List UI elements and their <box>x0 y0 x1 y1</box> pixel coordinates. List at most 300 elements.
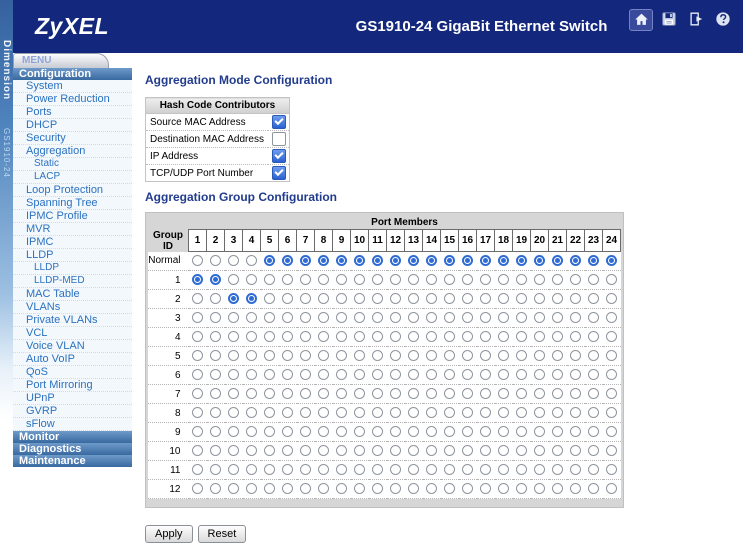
radio-group-8-port-10[interactable] <box>354 407 365 418</box>
sidebar-item-monitor[interactable]: Monitor <box>13 431 132 443</box>
radio-group-6-port-21[interactable] <box>552 369 563 380</box>
radio-group-normal-port-18[interactable] <box>498 255 509 266</box>
radio-group-1-port-22[interactable] <box>570 274 581 285</box>
radio-group-8-port-3[interactable] <box>228 407 239 418</box>
radio-group-2-port-13[interactable] <box>408 293 419 304</box>
radio-group-1-port-24[interactable] <box>606 274 617 285</box>
radio-group-6-port-11[interactable] <box>372 369 383 380</box>
radio-group-5-port-15[interactable] <box>444 350 455 361</box>
radio-group-11-port-1[interactable] <box>192 464 203 475</box>
radio-group-6-port-16[interactable] <box>462 369 473 380</box>
sidebar-item-ipmc-profile[interactable]: IPMC Profile <box>13 210 132 223</box>
radio-group-5-port-14[interactable] <box>426 350 437 361</box>
radio-group-6-port-20[interactable] <box>534 369 545 380</box>
radio-group-normal-port-19[interactable] <box>516 255 527 266</box>
radio-group-5-port-20[interactable] <box>534 350 545 361</box>
sidebar-item-ipmc[interactable]: IPMC <box>13 236 132 249</box>
radio-group-4-port-22[interactable] <box>570 331 581 342</box>
radio-group-10-port-16[interactable] <box>462 445 473 456</box>
sidebar-item-port-mirroring[interactable]: Port Mirroring <box>13 379 132 392</box>
radio-group-9-port-13[interactable] <box>408 426 419 437</box>
radio-group-normal-port-6[interactable] <box>282 255 293 266</box>
radio-group-normal-port-1[interactable] <box>192 255 203 266</box>
radio-group-3-port-12[interactable] <box>390 312 401 323</box>
radio-group-6-port-24[interactable] <box>606 369 617 380</box>
logout-button[interactable] <box>685 9 707 29</box>
sidebar-item-voice-vlan[interactable]: Voice VLAN <box>13 340 132 353</box>
radio-group-8-port-15[interactable] <box>444 407 455 418</box>
radio-group-10-port-19[interactable] <box>516 445 527 456</box>
radio-group-8-port-5[interactable] <box>264 407 275 418</box>
radio-group-9-port-1[interactable] <box>192 426 203 437</box>
radio-group-12-port-20[interactable] <box>534 483 545 494</box>
radio-group-4-port-17[interactable] <box>480 331 491 342</box>
radio-group-3-port-19[interactable] <box>516 312 527 323</box>
radio-group-6-port-8[interactable] <box>318 369 329 380</box>
radio-group-4-port-10[interactable] <box>354 331 365 342</box>
radio-group-4-port-6[interactable] <box>282 331 293 342</box>
radio-group-8-port-23[interactable] <box>588 407 599 418</box>
radio-group-4-port-5[interactable] <box>264 331 275 342</box>
radio-group-12-port-8[interactable] <box>318 483 329 494</box>
radio-group-3-port-8[interactable] <box>318 312 329 323</box>
radio-group-7-port-5[interactable] <box>264 388 275 399</box>
radio-group-4-port-14[interactable] <box>426 331 437 342</box>
radio-group-12-port-14[interactable] <box>426 483 437 494</box>
radio-group-5-port-17[interactable] <box>480 350 491 361</box>
radio-group-11-port-17[interactable] <box>480 464 491 475</box>
radio-group-3-port-3[interactable] <box>228 312 239 323</box>
radio-group-normal-port-10[interactable] <box>354 255 365 266</box>
radio-group-5-port-24[interactable] <box>606 350 617 361</box>
radio-group-1-port-11[interactable] <box>372 274 383 285</box>
radio-group-2-port-9[interactable] <box>336 293 347 304</box>
radio-group-4-port-9[interactable] <box>336 331 347 342</box>
radio-group-2-port-8[interactable] <box>318 293 329 304</box>
radio-group-1-port-5[interactable] <box>264 274 275 285</box>
radio-group-8-port-2[interactable] <box>210 407 221 418</box>
radio-group-8-port-13[interactable] <box>408 407 419 418</box>
radio-group-7-port-1[interactable] <box>192 388 203 399</box>
radio-group-2-port-2[interactable] <box>210 293 221 304</box>
radio-group-normal-port-17[interactable] <box>480 255 491 266</box>
radio-group-5-port-12[interactable] <box>390 350 401 361</box>
radio-group-5-port-8[interactable] <box>318 350 329 361</box>
radio-group-6-port-14[interactable] <box>426 369 437 380</box>
radio-group-12-port-7[interactable] <box>300 483 311 494</box>
radio-group-7-port-9[interactable] <box>336 388 347 399</box>
radio-group-normal-port-5[interactable] <box>264 255 275 266</box>
sidebar-item-vcl[interactable]: VCL <box>13 327 132 340</box>
radio-group-11-port-22[interactable] <box>570 464 581 475</box>
radio-group-3-port-2[interactable] <box>210 312 221 323</box>
radio-group-11-port-21[interactable] <box>552 464 563 475</box>
radio-group-8-port-18[interactable] <box>498 407 509 418</box>
radio-group-3-port-6[interactable] <box>282 312 293 323</box>
radio-group-7-port-18[interactable] <box>498 388 509 399</box>
radio-group-normal-port-4[interactable] <box>246 255 257 266</box>
radio-group-normal-port-21[interactable] <box>552 255 563 266</box>
radio-group-9-port-18[interactable] <box>498 426 509 437</box>
radio-group-3-port-9[interactable] <box>336 312 347 323</box>
radio-group-9-port-2[interactable] <box>210 426 221 437</box>
sidebar-item-mac-table[interactable]: MAC Table <box>13 288 132 301</box>
radio-group-7-port-21[interactable] <box>552 388 563 399</box>
radio-group-9-port-24[interactable] <box>606 426 617 437</box>
checkbox-destination-mac-address[interactable] <box>272 132 286 146</box>
radio-group-5-port-16[interactable] <box>462 350 473 361</box>
radio-group-5-port-10[interactable] <box>354 350 365 361</box>
radio-group-3-port-24[interactable] <box>606 312 617 323</box>
radio-group-10-port-23[interactable] <box>588 445 599 456</box>
radio-group-9-port-20[interactable] <box>534 426 545 437</box>
radio-group-11-port-24[interactable] <box>606 464 617 475</box>
radio-group-6-port-22[interactable] <box>570 369 581 380</box>
radio-group-11-port-18[interactable] <box>498 464 509 475</box>
radio-group-10-port-2[interactable] <box>210 445 221 456</box>
radio-group-11-port-23[interactable] <box>588 464 599 475</box>
sidebar-item-aggregation[interactable]: Aggregation <box>13 145 132 158</box>
radio-group-12-port-15[interactable] <box>444 483 455 494</box>
sidebar-item-gvrp[interactable]: GVRP <box>13 405 132 418</box>
radio-group-5-port-11[interactable] <box>372 350 383 361</box>
radio-group-9-port-19[interactable] <box>516 426 527 437</box>
radio-group-8-port-6[interactable] <box>282 407 293 418</box>
radio-group-3-port-13[interactable] <box>408 312 419 323</box>
radio-group-6-port-4[interactable] <box>246 369 257 380</box>
sidebar-item-sflow[interactable]: sFlow <box>13 418 132 431</box>
radio-group-2-port-5[interactable] <box>264 293 275 304</box>
radio-group-12-port-6[interactable] <box>282 483 293 494</box>
checkbox-tcp-udp-port-number[interactable] <box>272 166 286 180</box>
radio-group-1-port-20[interactable] <box>534 274 545 285</box>
radio-group-4-port-18[interactable] <box>498 331 509 342</box>
radio-group-7-port-24[interactable] <box>606 388 617 399</box>
sidebar-item-system[interactable]: System <box>13 80 132 93</box>
radio-group-7-port-2[interactable] <box>210 388 221 399</box>
radio-group-5-port-21[interactable] <box>552 350 563 361</box>
radio-group-3-port-21[interactable] <box>552 312 563 323</box>
radio-group-3-port-1[interactable] <box>192 312 203 323</box>
radio-group-6-port-2[interactable] <box>210 369 221 380</box>
radio-group-11-port-8[interactable] <box>318 464 329 475</box>
radio-group-12-port-21[interactable] <box>552 483 563 494</box>
radio-group-9-port-6[interactable] <box>282 426 293 437</box>
radio-group-5-port-6[interactable] <box>282 350 293 361</box>
radio-group-4-port-1[interactable] <box>192 331 203 342</box>
sidebar-item-power-reduction[interactable]: Power Reduction <box>13 93 132 106</box>
radio-group-3-port-20[interactable] <box>534 312 545 323</box>
radio-group-11-port-3[interactable] <box>228 464 239 475</box>
apply-button[interactable]: Apply <box>145 525 193 543</box>
radio-group-1-port-3[interactable] <box>228 274 239 285</box>
radio-group-normal-port-2[interactable] <box>210 255 221 266</box>
radio-group-normal-port-11[interactable] <box>372 255 383 266</box>
sidebar-item-lldp[interactable]: LLDP <box>13 249 132 262</box>
radio-group-7-port-4[interactable] <box>246 388 257 399</box>
radio-group-11-port-13[interactable] <box>408 464 419 475</box>
radio-group-5-port-22[interactable] <box>570 350 581 361</box>
radio-group-10-port-7[interactable] <box>300 445 311 456</box>
radio-group-7-port-6[interactable] <box>282 388 293 399</box>
radio-group-7-port-15[interactable] <box>444 388 455 399</box>
radio-group-10-port-5[interactable] <box>264 445 275 456</box>
radio-group-11-port-4[interactable] <box>246 464 257 475</box>
radio-group-1-port-4[interactable] <box>246 274 257 285</box>
radio-group-2-port-6[interactable] <box>282 293 293 304</box>
radio-group-2-port-11[interactable] <box>372 293 383 304</box>
radio-group-4-port-24[interactable] <box>606 331 617 342</box>
radio-group-7-port-14[interactable] <box>426 388 437 399</box>
radio-group-7-port-13[interactable] <box>408 388 419 399</box>
radio-group-1-port-17[interactable] <box>480 274 491 285</box>
radio-group-8-port-19[interactable] <box>516 407 527 418</box>
radio-group-7-port-17[interactable] <box>480 388 491 399</box>
radio-group-11-port-19[interactable] <box>516 464 527 475</box>
radio-group-9-port-22[interactable] <box>570 426 581 437</box>
radio-group-6-port-9[interactable] <box>336 369 347 380</box>
radio-group-4-port-21[interactable] <box>552 331 563 342</box>
radio-group-8-port-20[interactable] <box>534 407 545 418</box>
radio-group-9-port-17[interactable] <box>480 426 491 437</box>
radio-group-10-port-3[interactable] <box>228 445 239 456</box>
radio-group-10-port-13[interactable] <box>408 445 419 456</box>
radio-group-12-port-2[interactable] <box>210 483 221 494</box>
radio-group-2-port-19[interactable] <box>516 293 527 304</box>
radio-group-6-port-12[interactable] <box>390 369 401 380</box>
radio-group-4-port-15[interactable] <box>444 331 455 342</box>
radio-group-9-port-14[interactable] <box>426 426 437 437</box>
reset-button[interactable]: Reset <box>198 525 247 543</box>
radio-group-normal-port-7[interactable] <box>300 255 311 266</box>
radio-group-7-port-16[interactable] <box>462 388 473 399</box>
radio-group-2-port-22[interactable] <box>570 293 581 304</box>
radio-group-12-port-5[interactable] <box>264 483 275 494</box>
radio-group-normal-port-20[interactable] <box>534 255 545 266</box>
radio-group-12-port-23[interactable] <box>588 483 599 494</box>
radio-group-12-port-11[interactable] <box>372 483 383 494</box>
radio-group-11-port-9[interactable] <box>336 464 347 475</box>
radio-group-1-port-2[interactable] <box>210 274 221 285</box>
radio-group-12-port-10[interactable] <box>354 483 365 494</box>
radio-group-11-port-2[interactable] <box>210 464 221 475</box>
radio-group-normal-port-15[interactable] <box>444 255 455 266</box>
radio-group-2-port-20[interactable] <box>534 293 545 304</box>
radio-group-normal-port-16[interactable] <box>462 255 473 266</box>
sidebar-item-qos[interactable]: QoS <box>13 366 132 379</box>
radio-group-11-port-15[interactable] <box>444 464 455 475</box>
radio-group-1-port-8[interactable] <box>318 274 329 285</box>
radio-group-5-port-2[interactable] <box>210 350 221 361</box>
radio-group-3-port-23[interactable] <box>588 312 599 323</box>
radio-group-5-port-3[interactable] <box>228 350 239 361</box>
radio-group-8-port-1[interactable] <box>192 407 203 418</box>
radio-group-10-port-4[interactable] <box>246 445 257 456</box>
radio-group-2-port-12[interactable] <box>390 293 401 304</box>
radio-group-6-port-23[interactable] <box>588 369 599 380</box>
radio-group-10-port-6[interactable] <box>282 445 293 456</box>
save-button[interactable] <box>658 9 680 29</box>
radio-group-5-port-23[interactable] <box>588 350 599 361</box>
radio-group-6-port-13[interactable] <box>408 369 419 380</box>
radio-group-10-port-24[interactable] <box>606 445 617 456</box>
radio-group-12-port-3[interactable] <box>228 483 239 494</box>
radio-group-3-port-15[interactable] <box>444 312 455 323</box>
home-button[interactable] <box>629 9 653 31</box>
radio-group-6-port-17[interactable] <box>480 369 491 380</box>
radio-group-9-port-5[interactable] <box>264 426 275 437</box>
radio-group-2-port-24[interactable] <box>606 293 617 304</box>
radio-group-2-port-4[interactable] <box>246 293 257 304</box>
radio-group-7-port-22[interactable] <box>570 388 581 399</box>
sidebar-item-private-vlans[interactable]: Private VLANs <box>13 314 132 327</box>
radio-group-normal-port-8[interactable] <box>318 255 329 266</box>
radio-group-7-port-7[interactable] <box>300 388 311 399</box>
radio-group-normal-port-24[interactable] <box>606 255 617 266</box>
radio-group-4-port-13[interactable] <box>408 331 419 342</box>
radio-group-8-port-11[interactable] <box>372 407 383 418</box>
sidebar-item-diagnostics[interactable]: Diagnostics <box>13 443 132 455</box>
radio-group-3-port-16[interactable] <box>462 312 473 323</box>
radio-group-10-port-15[interactable] <box>444 445 455 456</box>
sidebar-item-lldp-med[interactable]: LLDP-MED <box>13 275 132 288</box>
sidebar-item-mvr[interactable]: MVR <box>13 223 132 236</box>
radio-group-1-port-12[interactable] <box>390 274 401 285</box>
radio-group-8-port-8[interactable] <box>318 407 329 418</box>
radio-group-11-port-5[interactable] <box>264 464 275 475</box>
radio-group-8-port-12[interactable] <box>390 407 401 418</box>
radio-group-5-port-4[interactable] <box>246 350 257 361</box>
radio-group-9-port-16[interactable] <box>462 426 473 437</box>
sidebar-item-maintenance[interactable]: Maintenance <box>13 455 132 467</box>
radio-group-7-port-10[interactable] <box>354 388 365 399</box>
radio-group-8-port-24[interactable] <box>606 407 617 418</box>
radio-group-3-port-14[interactable] <box>426 312 437 323</box>
radio-group-7-port-20[interactable] <box>534 388 545 399</box>
radio-group-11-port-16[interactable] <box>462 464 473 475</box>
radio-group-6-port-1[interactable] <box>192 369 203 380</box>
radio-group-10-port-22[interactable] <box>570 445 581 456</box>
radio-group-7-port-19[interactable] <box>516 388 527 399</box>
radio-group-2-port-10[interactable] <box>354 293 365 304</box>
radio-group-6-port-18[interactable] <box>498 369 509 380</box>
radio-group-12-port-22[interactable] <box>570 483 581 494</box>
sidebar-item-upnp[interactable]: UPnP <box>13 392 132 405</box>
radio-group-4-port-7[interactable] <box>300 331 311 342</box>
radio-group-normal-port-9[interactable] <box>336 255 347 266</box>
radio-group-8-port-4[interactable] <box>246 407 257 418</box>
radio-group-3-port-17[interactable] <box>480 312 491 323</box>
radio-group-6-port-3[interactable] <box>228 369 239 380</box>
radio-group-2-port-16[interactable] <box>462 293 473 304</box>
checkbox-ip-address[interactable] <box>272 149 286 163</box>
radio-group-5-port-5[interactable] <box>264 350 275 361</box>
radio-group-12-port-13[interactable] <box>408 483 419 494</box>
radio-group-12-port-9[interactable] <box>336 483 347 494</box>
radio-group-1-port-7[interactable] <box>300 274 311 285</box>
sidebar-item-lldp[interactable]: LLDP <box>13 262 132 275</box>
sidebar-item-dhcp[interactable]: DHCP <box>13 119 132 132</box>
radio-group-7-port-12[interactable] <box>390 388 401 399</box>
radio-group-9-port-23[interactable] <box>588 426 599 437</box>
radio-group-11-port-10[interactable] <box>354 464 365 475</box>
sidebar-item-static[interactable]: Static <box>13 158 132 171</box>
radio-group-1-port-6[interactable] <box>282 274 293 285</box>
radio-group-5-port-1[interactable] <box>192 350 203 361</box>
radio-group-2-port-14[interactable] <box>426 293 437 304</box>
radio-group-10-port-1[interactable] <box>192 445 203 456</box>
radio-group-6-port-7[interactable] <box>300 369 311 380</box>
radio-group-1-port-14[interactable] <box>426 274 437 285</box>
radio-group-12-port-16[interactable] <box>462 483 473 494</box>
radio-group-5-port-9[interactable] <box>336 350 347 361</box>
radio-group-7-port-23[interactable] <box>588 388 599 399</box>
radio-group-normal-port-23[interactable] <box>588 255 599 266</box>
radio-group-12-port-24[interactable] <box>606 483 617 494</box>
radio-group-9-port-9[interactable] <box>336 426 347 437</box>
radio-group-6-port-10[interactable] <box>354 369 365 380</box>
sidebar-item-configuration[interactable]: Configuration <box>13 68 132 80</box>
radio-group-8-port-21[interactable] <box>552 407 563 418</box>
sidebar-item-security[interactable]: Security <box>13 132 132 145</box>
radio-group-3-port-10[interactable] <box>354 312 365 323</box>
radio-group-1-port-15[interactable] <box>444 274 455 285</box>
radio-group-4-port-8[interactable] <box>318 331 329 342</box>
radio-group-12-port-12[interactable] <box>390 483 401 494</box>
radio-group-1-port-10[interactable] <box>354 274 365 285</box>
radio-group-1-port-16[interactable] <box>462 274 473 285</box>
radio-group-3-port-7[interactable] <box>300 312 311 323</box>
sidebar-item-ports[interactable]: Ports <box>13 106 132 119</box>
help-button[interactable] <box>712 9 734 29</box>
radio-group-2-port-3[interactable] <box>228 293 239 304</box>
radio-group-10-port-12[interactable] <box>390 445 401 456</box>
radio-group-6-port-5[interactable] <box>264 369 275 380</box>
radio-group-4-port-20[interactable] <box>534 331 545 342</box>
radio-group-8-port-9[interactable] <box>336 407 347 418</box>
radio-group-10-port-14[interactable] <box>426 445 437 456</box>
radio-group-1-port-21[interactable] <box>552 274 563 285</box>
radio-group-4-port-2[interactable] <box>210 331 221 342</box>
radio-group-6-port-6[interactable] <box>282 369 293 380</box>
radio-group-10-port-11[interactable] <box>372 445 383 456</box>
radio-group-7-port-11[interactable] <box>372 388 383 399</box>
checkbox-source-mac-address[interactable] <box>272 115 286 129</box>
radio-group-normal-port-13[interactable] <box>408 255 419 266</box>
radio-group-12-port-18[interactable] <box>498 483 509 494</box>
radio-group-1-port-13[interactable] <box>408 274 419 285</box>
radio-group-9-port-4[interactable] <box>246 426 257 437</box>
radio-group-4-port-4[interactable] <box>246 331 257 342</box>
radio-group-4-port-3[interactable] <box>228 331 239 342</box>
radio-group-11-port-6[interactable] <box>282 464 293 475</box>
radio-group-10-port-17[interactable] <box>480 445 491 456</box>
radio-group-normal-port-3[interactable] <box>228 255 239 266</box>
radio-group-1-port-23[interactable] <box>588 274 599 285</box>
radio-group-2-port-1[interactable] <box>192 293 203 304</box>
radio-group-10-port-20[interactable] <box>534 445 545 456</box>
radio-group-9-port-15[interactable] <box>444 426 455 437</box>
radio-group-2-port-18[interactable] <box>498 293 509 304</box>
radio-group-2-port-23[interactable] <box>588 293 599 304</box>
radio-group-8-port-7[interactable] <box>300 407 311 418</box>
radio-group-9-port-7[interactable] <box>300 426 311 437</box>
radio-group-3-port-22[interactable] <box>570 312 581 323</box>
sidebar-item-vlans[interactable]: VLANs <box>13 301 132 314</box>
radio-group-3-port-18[interactable] <box>498 312 509 323</box>
radio-group-12-port-4[interactable] <box>246 483 257 494</box>
radio-group-8-port-16[interactable] <box>462 407 473 418</box>
